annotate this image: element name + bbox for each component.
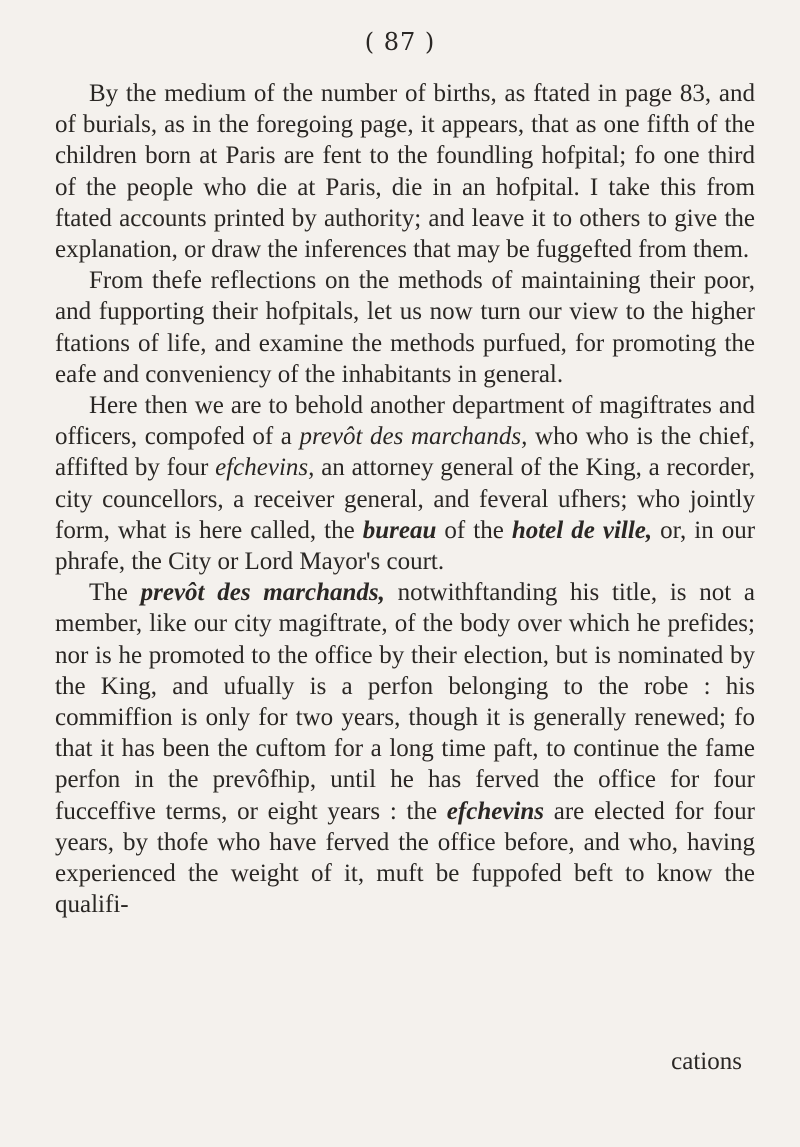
paragraph-3-text: of the <box>444 516 504 544</box>
body-text <box>55 78 755 920</box>
catchword: cations <box>671 1048 742 1075</box>
term-prevot: prevôt des marchands, <box>140 579 385 607</box>
term-bureau: bureau <box>362 516 437 544</box>
paragraph-2: From thefe reflections on the methods of maintaining their poor, and fupporting their hofpitals, let us now turn our view to the higher ftations of life, and examine the methods purfued, for promoting the eafe and conveniency of the inhabitants in general. <box>55 267 755 388</box>
term-efchevins: efchevins <box>446 797 544 825</box>
paragraph-4 <box>55 577 755 920</box>
paragraph-3-text: Here then we are to behold another department of magiftrates and officers, compofed of a <box>55 392 755 451</box>
term-efchevins: efchevins, <box>215 454 315 482</box>
term-prevot: prevôt des marchands, <box>299 423 528 451</box>
paragraph-4-text: are elected for four years, by thofe who have ferved the office before, and who, having experienced the weight of it, muft be fuppofed beft to know the qualifi- <box>55 797 756 919</box>
page-number: ( 87 ) <box>364 28 436 56</box>
paragraph-3-text: or, in our phrafe, the City or Lord Mayor's court. <box>55 516 756 576</box>
paragraph-3-text: who who is the chief, affifted by four <box>55 423 756 482</box>
paragraph-4-text: The <box>89 579 128 607</box>
paragraph-1: By the medium of the number of births, as ftated in page 83, and of burials, as in the foregoing page, it appears, that as one fifth of the children born at Paris are fent to the foundling hofpital; fo one third of the people who die at Paris, die in an hofpital. I take this from ftated accounts printed by authority; and leave it to others to give the explanation, or draw the inferences that may be fuggefted from them. <box>55 80 755 264</box>
paragraph-3 <box>55 390 755 577</box>
term-hotel-de-ville: hotel de ville, <box>511 516 653 544</box>
paragraph-3-text: an attorney general of the King, a recorder, city councellors, a receiver general, and feveral ufhers; who jointly form, what is here called, the <box>55 454 756 544</box>
paragraph-4-text: notwithftanding his title, is not a member, like our city magiftrate, of the body over which he prefides; nor is he promoted to the office by their election, but is nominated by the King, and ufually is a perfon belonging to the robe : his commiffion is only for two years, though it is generally renewed; fo that it has been the cuftom for a long time paft, to continue the fame perfon in the prevôfhip, until he has ferved the office for four fucceffive terms, or eight years : the <box>55 579 756 825</box>
